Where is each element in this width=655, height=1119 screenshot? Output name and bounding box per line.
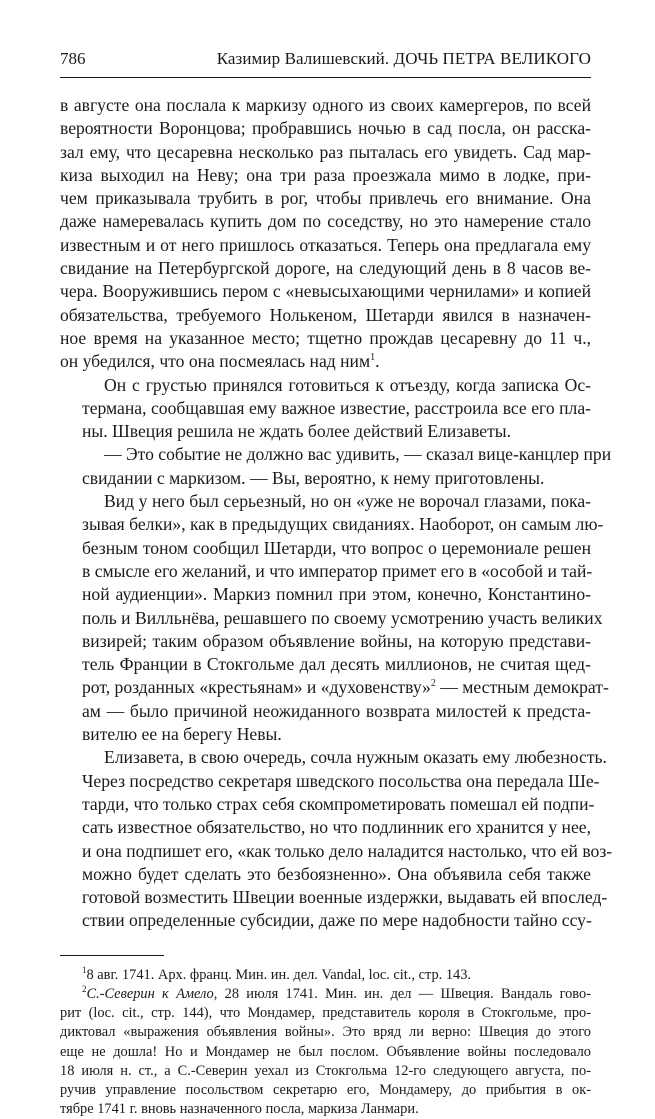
text-line: ны. Швеция решила не ждать более действий Елизаветы. [82, 421, 512, 442]
text-line: ствии определенные субсидии, даже по мере надобности тайно ссу- [82, 910, 592, 931]
text-line: зал ему, что цесаревна несколько раз пыталась его увидеть. Сад мар- [60, 141, 591, 162]
text-line: термана, сообщавшая ему важное известие, расстроила все его пла- [82, 397, 591, 418]
text-line: обязательства, требуемого Нолькеном, Шетарди явился в назначен- [60, 304, 591, 325]
footnote-divider [60, 955, 164, 956]
text-run: рот, розданных «крестьянам» и «духовенству» [82, 677, 431, 698]
text-line: визирей; таким образом объявление войны, на которую представи- [82, 630, 591, 651]
text-line: ной аудиенции». Маркиз помнил при этом, конечно, Константино- [82, 584, 591, 605]
footnotes [60, 966, 591, 1119]
text-line: ручив управление посольством секретарю его, Мондамеру, до прибытия в ок- [60, 1081, 591, 1098]
text-line: тарди, что только страх себя скомпрометировать помешал ей подпи- [82, 793, 595, 814]
paragraph-4 [60, 490, 609, 746]
paragraph-3 [60, 443, 612, 490]
text-line: поль и Вилльнёва, решавшего по своему усмотрению участь великих [82, 607, 603, 628]
text-run: — местным демократ- [435, 677, 609, 698]
footnote-1 [60, 966, 591, 985]
text-line: даже намеревалась купить дом по соседству, но это намерение стало [60, 211, 591, 232]
text-line: ам — было причиной неожиданного возврата милостей к предста- [82, 700, 591, 721]
footnote-mark: 1 [82, 964, 87, 975]
footnote-ref-1[interactable]: 1 [370, 352, 376, 364]
book-page [60, 48, 613, 1119]
footnote-mark: 2 [82, 983, 87, 994]
footnote-ref-2[interactable]: 2 [430, 678, 436, 690]
paragraph-2 [60, 374, 591, 444]
page-number: 786 [60, 49, 86, 68]
text-line: сать известное обязательство, но что подлинник его хранится у нее, [82, 817, 591, 838]
text-line: чем приказывала трубить в рог, чтобы привлечь его внимание. Она [60, 188, 591, 209]
text-line: 18 июля н. ст., а С.-Северин уехал из Стокгольма 12-го следующего августа, по- [60, 1062, 591, 1079]
paragraph-5 [60, 746, 613, 932]
text-line: чера. Вооружившись пером с «невысыхающими чернилами» и копией [60, 281, 591, 302]
text-line: можно будет сделать это безбоязненно». Она объявила себя также [82, 863, 591, 884]
text-line: готовой возместить Швеции военные издержки, выдавать ей впослед- [82, 887, 608, 908]
text-line: Вид у него был серьезный, но он «уже не ворочал глазами, пока- [104, 491, 591, 512]
footnote-text: 8 авг. 1741. Арх. франц. Мин. ин. дел. Vandal, loc. cit., стр. 143. [86, 966, 472, 983]
running-title: Казимир Валишевский. ДОЧЬ ПЕТРА ВЕЛИКОГО [216, 49, 591, 68]
text-line: известным и от него пришлось отказаться. Теперь она предлагала ему [60, 234, 591, 255]
text-line: Через посредство секретаря шведского посольства она передала Ше- [82, 770, 600, 791]
paragraph-1 [60, 94, 591, 374]
text-line [60, 966, 591, 985]
body-text [60, 94, 613, 933]
footnote-text: , 28 июля 1741. Мин. ин. дел — Швеция. Вандаль гово- [213, 985, 591, 1002]
text-line: — Это событие не должно вас удивить, — сказал вице-канцлер при [104, 444, 612, 465]
text-line: зывая белки», как в предыдущих свиданиях. Наоборот, он самым лю- [82, 514, 604, 535]
text-line: диктовал «выражения объявления войны». Это вряд ли верно: Швеция до этого [60, 1024, 591, 1041]
text-line: свидании с маркизом. — Вы, вероятно, к нему приготовлены. [82, 467, 545, 488]
text-line: в августе она послала к маркизу одного из своих камергеров, по всей [60, 95, 591, 115]
text-line: в смысле его желаний, и что император примет его в «особой и тай- [82, 560, 593, 581]
text-line [60, 350, 591, 373]
text-run: он убедился, что она посмеялась над ним [60, 351, 371, 372]
text-line: тель Франции в Стокгольме дал десять миллионов, не считая щед- [82, 654, 591, 675]
text-run: . [375, 351, 380, 372]
text-line: вероятности Воронцова; пробравшись ночью в сад посла, он расска- [60, 118, 591, 139]
footnote-italic-citation: С.-Северин к Амело [86, 985, 214, 1002]
running-head [60, 48, 591, 78]
text-line: тябре 1741 г. вновь назначенного посла, маркиза Ланмари. [60, 1101, 419, 1118]
text-line: Елизавета, в свою очередь, сочла нужным оказать ему любезность. [104, 747, 607, 768]
text-line: безным тоном сообщил Шетарди, что вопрос о церемониале решен [82, 537, 591, 558]
footnote-2 [60, 985, 591, 1119]
text-line: и она подпишет его, «как только дело наладится настолько, что ей воз- [82, 840, 613, 861]
text-line: ное время на указанное место; тщетно прождав цесаревну до 11 ч., [60, 327, 591, 348]
text-line: вителю ее на берегу Невы. [82, 724, 282, 745]
text-line [60, 985, 591, 1004]
text-line: рит (loc. cit., стр. 144), что Мондамер, представитель короля в Стокгольме, про- [60, 1005, 591, 1022]
text-line: Он с грустью принялся готовиться к отъезду, когда записка Ос- [104, 374, 591, 395]
text-line: еще не дошла! Но и Мондамер не был послом. Объявление войны последовало [60, 1043, 591, 1060]
text-line [60, 676, 609, 699]
text-line: свидание на Петербургской дороге, на следующий день в 8 часов ве- [60, 258, 591, 279]
text-line: киза выходил на Неву; она три раза проезжала мимо в лодке, при- [60, 164, 591, 185]
